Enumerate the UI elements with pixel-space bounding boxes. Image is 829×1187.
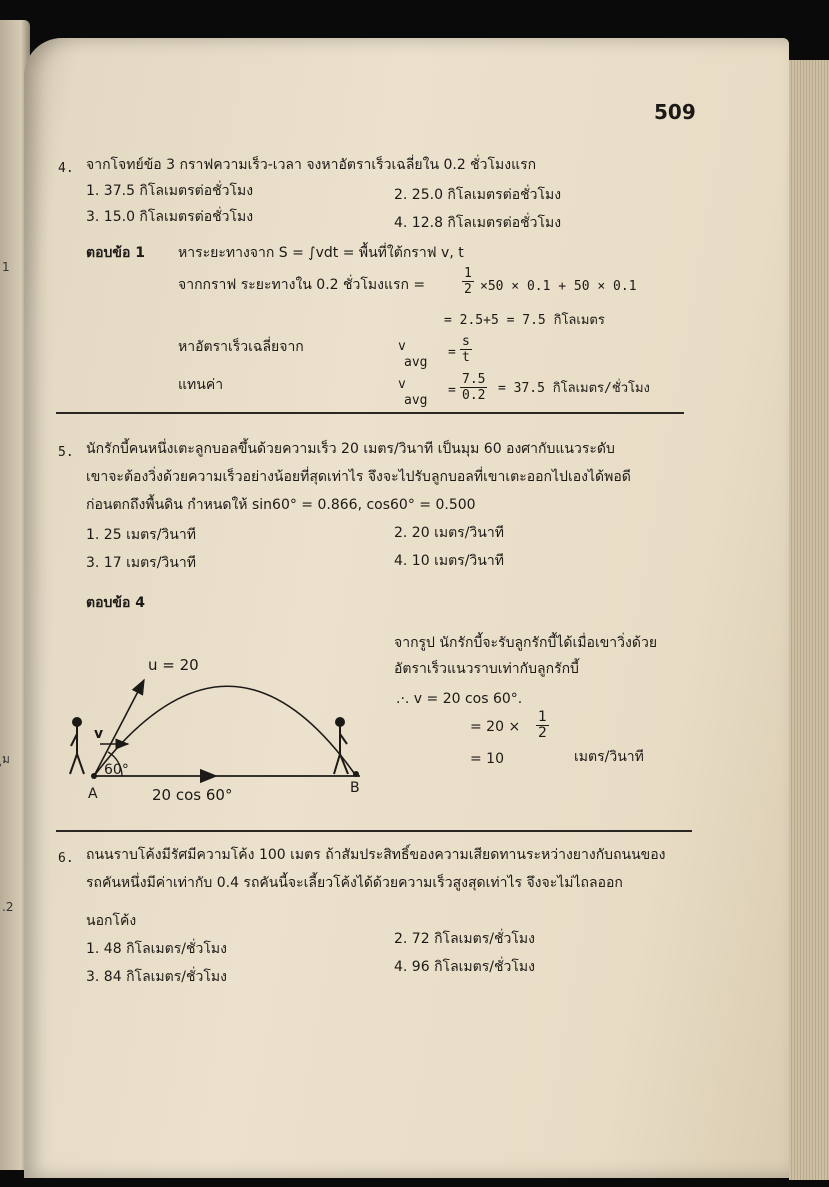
q4-number: 4. [58, 161, 74, 176]
left-fragment: .2 [2, 900, 14, 914]
q5-unit: เมตร/วินาที [574, 749, 644, 765]
q4-step: = 2.5+5 = 7.5 กิโลเมตร [444, 313, 605, 328]
q5-explanation: อัตราเร็วแนวราบเท่ากับลูกรักบี้ [394, 661, 579, 677]
s-over-t-fraction [460, 334, 472, 365]
q5-number: 5. [58, 445, 74, 460]
q4-step: หาอัตราเร็วเฉลี่ยจาก [178, 339, 304, 355]
projectile-diagram [54, 638, 384, 838]
fraction-denominator: 2 [538, 725, 547, 741]
angle-label: 60° [104, 762, 129, 778]
u-label: u = 20 [148, 656, 199, 674]
half-fraction [536, 710, 549, 741]
v-symbol: v [398, 339, 406, 354]
q4-result: = 37.5 กิโลเมตร/ชั่วโมง [498, 381, 650, 396]
q5-explanation: .·. v = 20 cos 60°. [396, 691, 523, 707]
q5-explanation: = 20 × [470, 719, 521, 735]
v-label: v [94, 726, 104, 742]
left-fragment: ุม [2, 752, 10, 766]
point-a-dot [91, 773, 97, 779]
point-b-label: B [350, 780, 360, 796]
section-divider [56, 830, 692, 832]
q5-question-line: เขาจะต้องวิ่งด้วยความเร็วอย่างน้อยที่สุดเท่าไร จึงจะไปรับลูกบอลที่เขาเตะออกไปเองได้พอดี [86, 469, 631, 485]
q5-question-line: ก่อนตกถึงพื้นดิน กำหนดให้ sin60° = 0.866, cos60° = 0.500 [86, 497, 476, 513]
q4-choice: 2. 25.0 กิโลเมตรต่อชั่วโมง [394, 187, 562, 203]
page-stack-edge [789, 60, 829, 1180]
q6-question-line: รถคันหนึ่งมีค่าเท่ากับ 0.4 รถคันนี้จะเลี้ยวโค้งได้ด้วยความเร็วสูงสุดเท่าไร จึงจะไม่ไถลออก [86, 875, 623, 891]
section-divider [56, 412, 684, 414]
q6-choice: 1. 48 กิโลเมตร/ชั่วโมง [86, 941, 227, 957]
q4-step: จากกราฟ ระยะทางใน 0.2 ชั่วโมงแรก = [178, 277, 426, 293]
q6-question-line: ถนนราบโค้งมีรัศมีความโค้ง 100 เมตร ถ้าสัมประสิทธิ์ของความเสียดทานระหว่างยางกับถนนของ [86, 847, 666, 863]
q5-choice: 1. 25 เมตร/วินาที [86, 527, 196, 543]
fraction-denominator: t [462, 350, 470, 365]
q4-choice: 1. 37.5 กิโลเมตรต่อชั่วโมง [86, 183, 254, 199]
fraction-numerator: 1 [464, 266, 472, 281]
horizontal-component-label: 20 cos 60° [152, 786, 233, 804]
left-fragment: 1 [2, 260, 10, 274]
q4-step: ×50 × 0.1 + 50 × 0.1 [480, 279, 637, 294]
q4-answer-label: ตอบข้อ 1 [86, 245, 145, 261]
q5-explanation: = 10 [470, 751, 504, 767]
q6-number: 6. [58, 851, 74, 866]
fraction-denominator: 2 [464, 282, 472, 297]
equals-sign: = [448, 345, 456, 360]
q4-question: จากโจทย์ข้อ 3 กราฟความเร็ว-เวลา จงหาอัตราเร็วเฉลี่ยใน 0.2 ชั่วโมงแรก [86, 157, 537, 173]
substitution-fraction [460, 372, 487, 403]
fraction-numerator: 1 [538, 709, 547, 725]
avg-subscript: avg [404, 393, 428, 408]
q5-answer-label: ตอบข้อ 4 [86, 595, 145, 611]
q4-step: แทนค่า [178, 377, 224, 393]
q4-choice: 3. 15.0 กิโลเมตรต่อชั่วโมง [86, 209, 254, 225]
q5-choice: 3. 17 เมตร/วินาที [86, 555, 196, 571]
fraction-denominator: 0.2 [462, 388, 486, 403]
equals-sign: = [448, 383, 456, 398]
runner-a-icon [70, 718, 84, 774]
book-page [24, 38, 789, 1178]
q6-question-line: นอกโค้ง [86, 913, 137, 929]
runner-b-icon [334, 718, 348, 774]
avg-subscript: avg [404, 355, 428, 370]
q6-choice: 2. 72 กิโลเมตร/ชั่วโมง [394, 931, 535, 947]
q5-choice: 2. 20 เมตร/วินาที [394, 525, 504, 541]
q4-choice: 4. 12.8 กิโลเมตรต่อชั่วโมง [394, 215, 562, 231]
fraction-numerator: 7.5 [462, 372, 486, 387]
q6-choice: 3. 84 กิโลเมตร/ชั่วโมง [86, 969, 227, 985]
q5-question-line: นักรักบี้คนหนึ่งเตะลูกบอลขึ้นด้วยความเร็ว 20 เมตร/วินาที เป็นมุม 60 องศากับแนวระดับ [86, 441, 615, 457]
v-symbol: v [398, 377, 406, 392]
point-b-dot [353, 771, 359, 777]
q5-explanation: จากรูป นักรักบี้จะรับลูกรักบี้ได้เมื่อเขาวิ่งด้วย [394, 635, 658, 651]
q4-half-fraction [462, 266, 474, 297]
point-a-label: A [88, 786, 98, 802]
page-number: 509 [654, 100, 696, 124]
q6-choice: 4. 96 กิโลเมตร/ชั่วโมง [394, 959, 535, 975]
fraction-numerator: s [462, 334, 470, 349]
q4-step: หาระยะทางจาก S = ∫vdt = พื้นที่ใต้กราฟ v, t [178, 245, 464, 261]
q5-choice: 4. 10 เมตร/วินาที [394, 553, 504, 569]
